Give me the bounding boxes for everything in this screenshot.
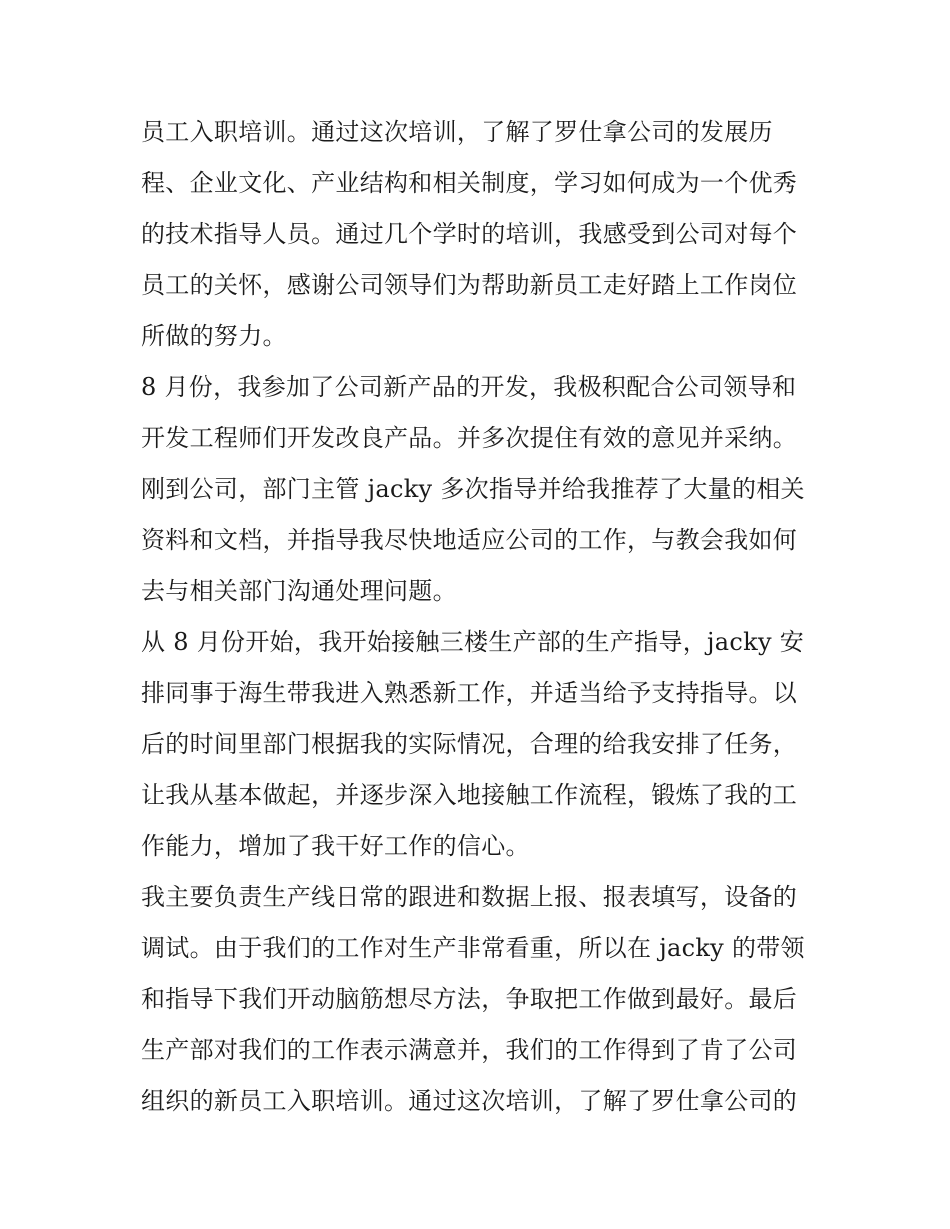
text-line: 我主要负责生产线日常的跟进和数据上报、报表填写，设备的 <box>141 883 798 911</box>
text-line: 员工的关怀，感谢公司领导们为帮助新员工走好踏上工作岗位 <box>141 271 798 299</box>
text-line: 从 8 月份开始，我开始接触三楼生产部的生产指导，jacky 安 <box>141 628 805 656</box>
text-line: 刚到公司，部门主管 jacky 多次指导并给我推荐了大量的相关 <box>141 475 805 503</box>
text-line: 程、企业文化、产业结构和相关制度，学习如何成为一个优秀 <box>141 169 798 197</box>
text-line: 后的时间里部门根据我的实际情况，合理的给我安排了任务， <box>141 730 798 758</box>
text-line: 组织的新员工入职培训。通过这次培训，了解了罗仕拿公司的 <box>141 1087 798 1115</box>
text-line: 生产部对我们的工作表示满意并，我们的工作得到了肯了公司 <box>141 1036 798 1064</box>
text-line: 开发工程师们开发改良产品。并多次提住有效的意见并采纳。 <box>141 424 798 452</box>
text-line: 和指导下我们开动脑筋想尽方法，争取把工作做到最好。最后 <box>141 985 798 1013</box>
text-line: 调试。由于我们的工作对生产非常看重，所以在 jacky 的带领 <box>141 934 805 962</box>
document-body <box>141 107 813 1127</box>
text-line: 8 月份，我参加了公司新产品的开发，我极积配合公司领导和 <box>141 373 797 401</box>
text-line: 所做的努力。 <box>141 322 287 350</box>
text-line: 去与相关部门沟通处理问题。 <box>141 577 457 605</box>
text-line: 的技术指导人员。通过几个学时的培训，我感受到公司对每个 <box>141 220 798 248</box>
text-line: 资料和文档，并指导我尽快地适应公司的工作，与教会我如何 <box>141 526 798 554</box>
text-line: 排同事于海生带我进入熟悉新工作，并适当给予支持指导。以 <box>141 679 798 707</box>
text-line: 作能力，增加了我干好工作的信心。 <box>141 832 530 860</box>
text-line: 员工入职培训。通过这次培训，了解了罗仕拿公司的发展历 <box>141 118 773 146</box>
text-line: 让我从基本做起，并逐步深入地接触工作流程，锻炼了我的工 <box>141 781 798 809</box>
